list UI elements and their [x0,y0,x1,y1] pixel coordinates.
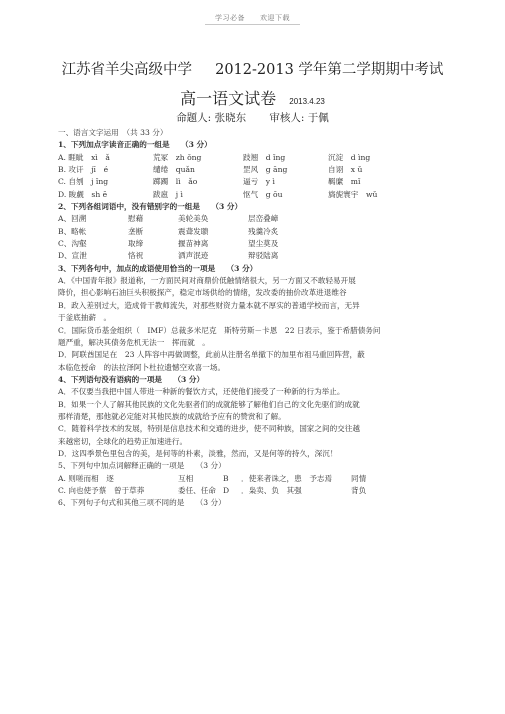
q2-opt: 辩驳陆离 [248,251,279,261]
q3-line: A．《中国青年报》报道称，一方面民间对商鼎价低触情绪很大，另一方面又不敢轻易开展 [58,276,356,286]
q2-stem: 2、下列各组词语中，没有错别字的一组是 （3 分） [58,202,243,212]
q1-opt: D. 睃觑 sh ē [58,189,108,199]
exam-date: 2013.4.23 [289,97,325,106]
q1-opt: 跂翘 d ǐng [243,152,286,162]
q5-opt: C. 向也使予蔡 曾于草莽 [58,485,145,495]
q3-line: D．阿联酋国足在 23 人阵容中再做调整，此前从注册名单撤下的加里布祖马重回阵营，蔽 [58,350,365,360]
q5-opt: B [223,473,229,483]
q4-stem: 4、下列语句没有语病的一项是 （3 分） [58,374,205,384]
q1-opt: 缱绻 quǎn [153,165,195,175]
q1-opt: 踯躅 lì ǎo [153,177,198,187]
q2-opt: 慰藉 [128,214,144,224]
exam-content [58,127,458,510]
q2-opt: 洒声泯迹 [178,251,209,261]
q5-opt: A. 则嗟而相 逐 [58,473,114,483]
q6-stem: 6、下列句子句式和其他三项不同的是 （3 分） [58,498,226,508]
q1-opt: 跋扈 j ì [153,189,183,199]
q1-opt: 羁縻 mǐ [328,177,361,187]
q2-opt: A、回溯 [58,214,87,224]
term-name: 2012-2013 学年第二学期期中考试 [215,62,444,78]
q1-row [58,176,458,188]
q1-stem: 1、下列加点字读音正确的一组是 （3 分） [58,140,212,150]
q3-line: 降价，担心影响石油巨头积极探产，稳定市场供给的情绪，发改委的抽价改革进退维谷 [58,288,347,298]
q2-opt: 望尘莫及 [248,239,279,249]
exam-title-line [0,58,505,79]
q5-opt: ．使来者诛之，患 予志焉 [241,473,333,483]
q1-opt: 逼亏 y ì [243,177,275,187]
q5-opt: 背负 [351,485,367,495]
q1-row [58,152,458,164]
q5-row [58,485,458,497]
q3-line: B．政入差别过大，造成骨干教师流失，对那些财资力量本就不厚实的普通学校而言，无异 [58,300,360,310]
exam-subtitle [0,86,505,109]
q3-line: C．国际货币基金组织（ IMF）总裁多米尼克 斯特劳斯－卡恩 22 日表示，鉴于希腊债务问 [58,325,381,335]
author: 命题人: 张晓东 [176,112,247,124]
q5-opt: 委任、任命 [178,485,216,495]
q2-opt: 取缔 [128,239,144,249]
q2-opt: 美轮美奂 [178,214,209,224]
q1-opt: B. 攻讦 jī é [58,165,109,175]
school-name: 江苏省羊尖高级中学 [61,62,193,78]
q5-stem: 5、下列句中加点词解释正确的一项是 （3 分） [58,461,226,471]
q1-opt: 旖旎寰宇 wǔ [328,189,378,199]
q3-line: 题严重，解决其债务危机无法一 挥而就 。 [58,337,210,347]
q2-row [58,213,458,225]
q1-opt: 沉淀 d ìng [328,152,371,162]
q4-line: A．不仅要当我把中国人带进一种新的餐饮方式，还使他们接受了一种新的行为举止。 [58,387,345,397]
q2-opt: D、宣泄 [58,251,87,261]
q2-opt: B、略帐 [58,226,87,236]
q1-opt: C. 自刎 j ǐng [58,177,109,187]
q4-line: C．随着科学技术的发展，特别是信息技术和交通的进步，使不同种族，国家之间的交往越 [58,424,360,434]
header-watermark: 学习必备 欢迎下载 [0,13,505,23]
q1-opt: 罡风 g āng [243,165,288,175]
q4-line: 来越密切，全球化的趋势正加速进行。 [58,436,188,446]
q2-opt: 垄断 [128,226,144,236]
q3-line: 本临危授命 的法拉泽阿卜杜拉遗憾空欢喜一场。 [58,362,226,372]
q4-line: D．这四季景色里包含的美，是何等的朴素，淡雅，然而，又是何等的持久，深沉！ [58,448,338,458]
q1-row [58,189,458,201]
q2-opt: 层峦叠嶂 [248,214,279,224]
q4-line: B．如果一个人了解其他民族的文化先驱者们的成就能够了解他们自己的文化先驱们的成就 [58,399,360,409]
q2-row [58,250,458,262]
q5-opt: 同情 [351,473,367,483]
q3-line: 于釜底抽薪 。 [58,313,112,323]
q5-opt: 互相 [178,473,194,483]
q1-opt: 自诩 x ǔ [328,165,363,175]
q1-opt: A. 睚眦 xì ǎ [58,152,110,162]
q1-opt: 荒冢 zh ǒng [153,152,202,162]
q5-opt: ．枭卖、负 其强 [241,485,302,495]
authors-line [0,110,505,125]
q5-opt: D [223,485,230,495]
q2-row [58,226,458,238]
q1-opt: 怄气 g ōu [243,189,283,199]
q5-row [58,473,458,485]
section-heading: 一、语言文字运用 （共 33 分） [58,128,168,137]
reviewer: 审核人: 于佩 [269,112,329,124]
q2-opt: 残羹冷炙 [248,226,279,236]
q2-row [58,238,458,250]
q1-row [58,164,458,176]
q2-opt: 恪祝 [128,251,144,261]
q4-line: 那样清楚，那他就必定能对其他民族的成就给予应有的赞赏和了解。 [58,411,286,421]
q2-opt: C、沟壑 [58,239,87,249]
exam-name: 高一语文试卷 [180,89,277,108]
q3-stem: 3、下列各句中，加点的成语使用恰当的一项是 （3 分） [58,263,258,273]
q2-opt: 震聋发聩 [178,226,209,236]
q2-opt: 揠苗神离 [178,239,209,249]
